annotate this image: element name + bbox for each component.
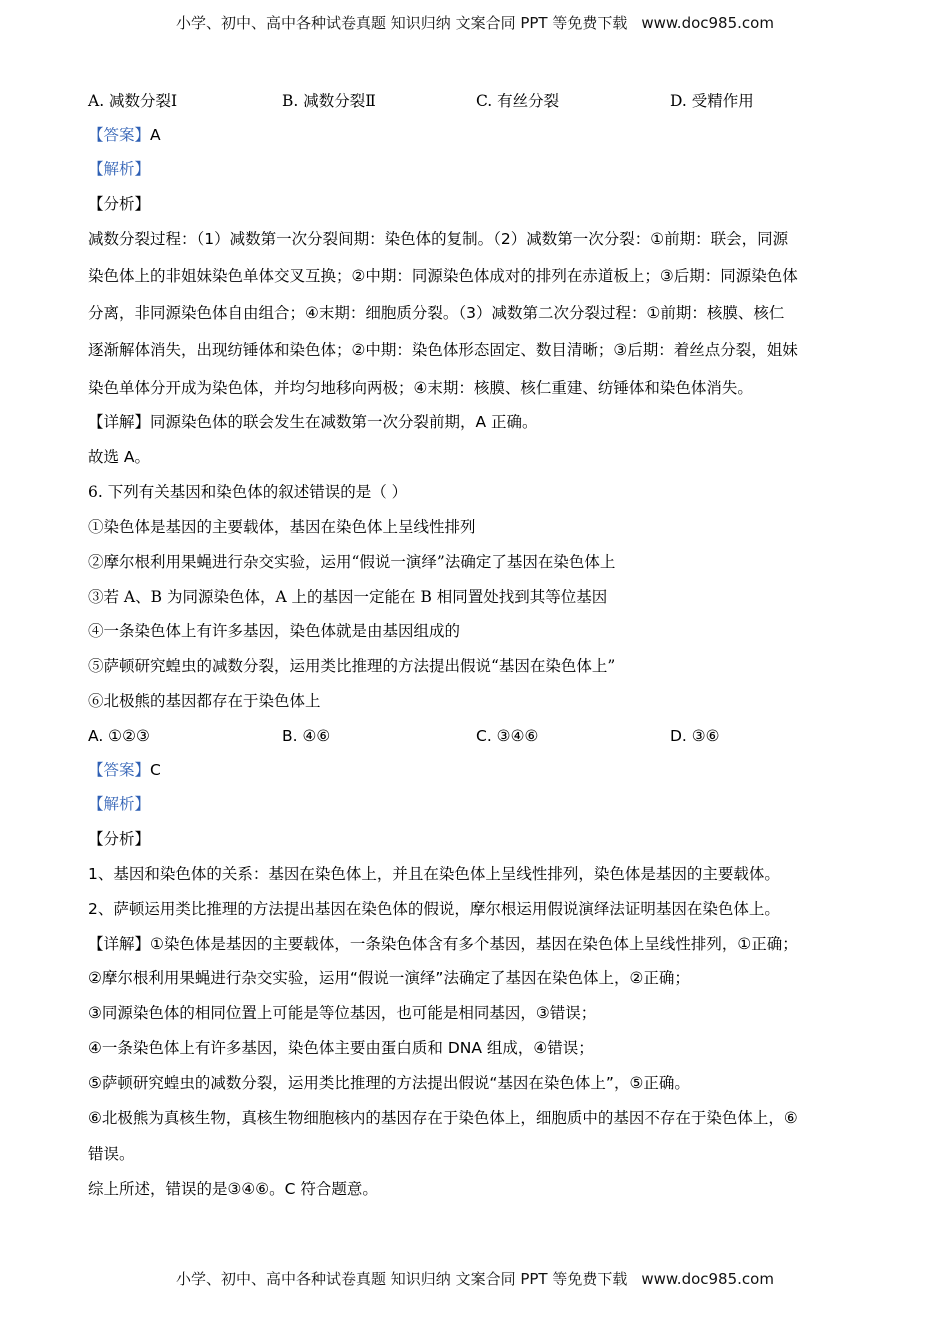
- q6-analysis-line: 2、萨顿运用类比推理的方法提出基因在染色体的假说，摩尔根运用假说演绎法证明基因在染色体上。: [88, 900, 780, 918]
- q6-detail-line: 【详解】①染色体是基因的主要载体，一条染色体含有多个基因，基因在染色体上呈线性排列，①正确；: [88, 935, 798, 953]
- q5-analysis-line: 染色体上的非姐妹染色单体交叉互换；②中期：同源染色体成对的排列在赤道板上；③后期：同源染色体: [88, 267, 798, 285]
- q6-statement: ⑤萨顿研究蝗虫的减数分裂，运用类比推理的方法提出假说“基因在染色体上”: [88, 657, 616, 675]
- q5-analysis-line: 分离，非同源染色体自由组合；④末期：细胞质分裂。（3）减数第二次分裂过程：①前期：核膜、核仁: [88, 304, 785, 322]
- answer-label: 【答案】: [88, 126, 151, 144]
- q6-analysis-line: 1、基因和染色体的关系：基因在染色体上，并且在染色体上呈线性排列，染色体是基因的主要载体。: [88, 865, 780, 883]
- answer-value: A: [150, 126, 161, 144]
- answer-label: 【答案】: [88, 761, 151, 779]
- q6-statement: ⑥北极熊的基因都存在于染色体上: [88, 692, 321, 710]
- q5-option-d: D. 受精作用: [670, 92, 754, 110]
- q6-detail-line: 错误。: [88, 1145, 135, 1163]
- q5-fenxi-label: 【分析】: [88, 195, 151, 213]
- q6-option-a: A. ①②③: [88, 727, 150, 745]
- q6-detail-line: ⑥北极熊为真核生物，真核生物细胞核内的基因存在于染色体上，细胞质中的基因不存在于染色体上，⑥: [88, 1109, 798, 1127]
- footer-url[interactable]: www.doc985.com: [641, 1270, 774, 1288]
- q6-detail-line: ②摩尔根利用果蝇进行杂交实验，运用“假说一演绎”法确定了基因在染色体上，②正确；: [88, 969, 690, 987]
- q6-fenxi-label: 【分析】: [88, 830, 151, 848]
- q5-jiexi-label: 【解析】: [88, 160, 151, 178]
- header-text: 小学、初中、高中各种试卷真题 知识归纳 文案合同 PPT 等免费下载: [176, 14, 628, 32]
- q6-statement: ①染色体是基因的主要载体，基因在染色体上呈线性排列: [88, 518, 476, 536]
- q6-detail-line: ⑤萨顿研究蝗虫的减数分裂，运用类比推理的方法提出假说“基因在染色体上”，⑤正确。: [88, 1074, 690, 1092]
- page-footer: [0, 1268, 950, 1289]
- q6-answer: [88, 759, 161, 781]
- q6-stem: 6. 下列有关基因和染色体的叙述错误的是（ ）: [88, 483, 408, 501]
- q5-analysis-line: 染色单体分开成为染色体，并均匀地移向两极；④末期：核膜、核仁重建、纺锤体和染色体消失。: [88, 379, 753, 397]
- q5-detail: 【详解】同源染色体的联会发生在减数第一次分裂前期，A 正确。: [88, 413, 538, 431]
- q6-option-c: C. ③④⑥: [476, 727, 539, 745]
- q5-answer: [88, 124, 161, 146]
- q5-analysis-line: 逐渐解体消失，出现纺锤体和染色体；②中期：染色体形态固定、数目清晰；③后期：着丝点分裂，姐妹: [88, 341, 798, 359]
- q6-statement: ③若 A、B 为同源染色体，A 上的基因一定能在 B 相同置处找到其等位基因: [88, 588, 608, 606]
- q5-option-c: C. 有丝分裂: [476, 92, 560, 110]
- footer-text: 小学、初中、高中各种试卷真题 知识归纳 文案合同 PPT 等免费下载: [176, 1270, 628, 1288]
- q5-conclusion: 故选 A。: [88, 448, 151, 466]
- q5-analysis-line: 减数分裂过程：（1）减数第一次分裂间期：染色体的复制。（2）减数第一次分裂：①前期：联会，同源: [88, 230, 789, 248]
- q6-option-d: D. ③⑥: [670, 727, 720, 745]
- q6-summary: 综上所述，错误的是③④⑥。C 符合题意。: [88, 1180, 378, 1198]
- answer-value: C: [150, 761, 161, 779]
- page-header: [0, 12, 950, 33]
- q6-statement: ④一条染色体上有许多基因，染色体就是由基因组成的: [88, 622, 461, 640]
- q6-statement: ②摩尔根利用果蝇进行杂交实验，运用“假说一演绎”法确定了基因在染色体上: [88, 553, 616, 571]
- q6-option-b: B. ④⑥: [282, 727, 331, 745]
- header-url[interactable]: www.doc985.com: [641, 14, 774, 32]
- q6-jiexi-label: 【解析】: [88, 795, 151, 813]
- q6-detail-line: ④一条染色体上有许多基因，染色体主要由蛋白质和 DNA 组成，④错误；: [88, 1039, 594, 1057]
- q5-option-b: B. 减数分裂Ⅱ: [282, 92, 376, 110]
- q6-detail-line: ③同源染色体的相同位置上可能是等位基因，也可能是相同基因，③错误；: [88, 1004, 597, 1022]
- q5-option-a: A. 减数分裂Ⅰ: [88, 92, 178, 110]
